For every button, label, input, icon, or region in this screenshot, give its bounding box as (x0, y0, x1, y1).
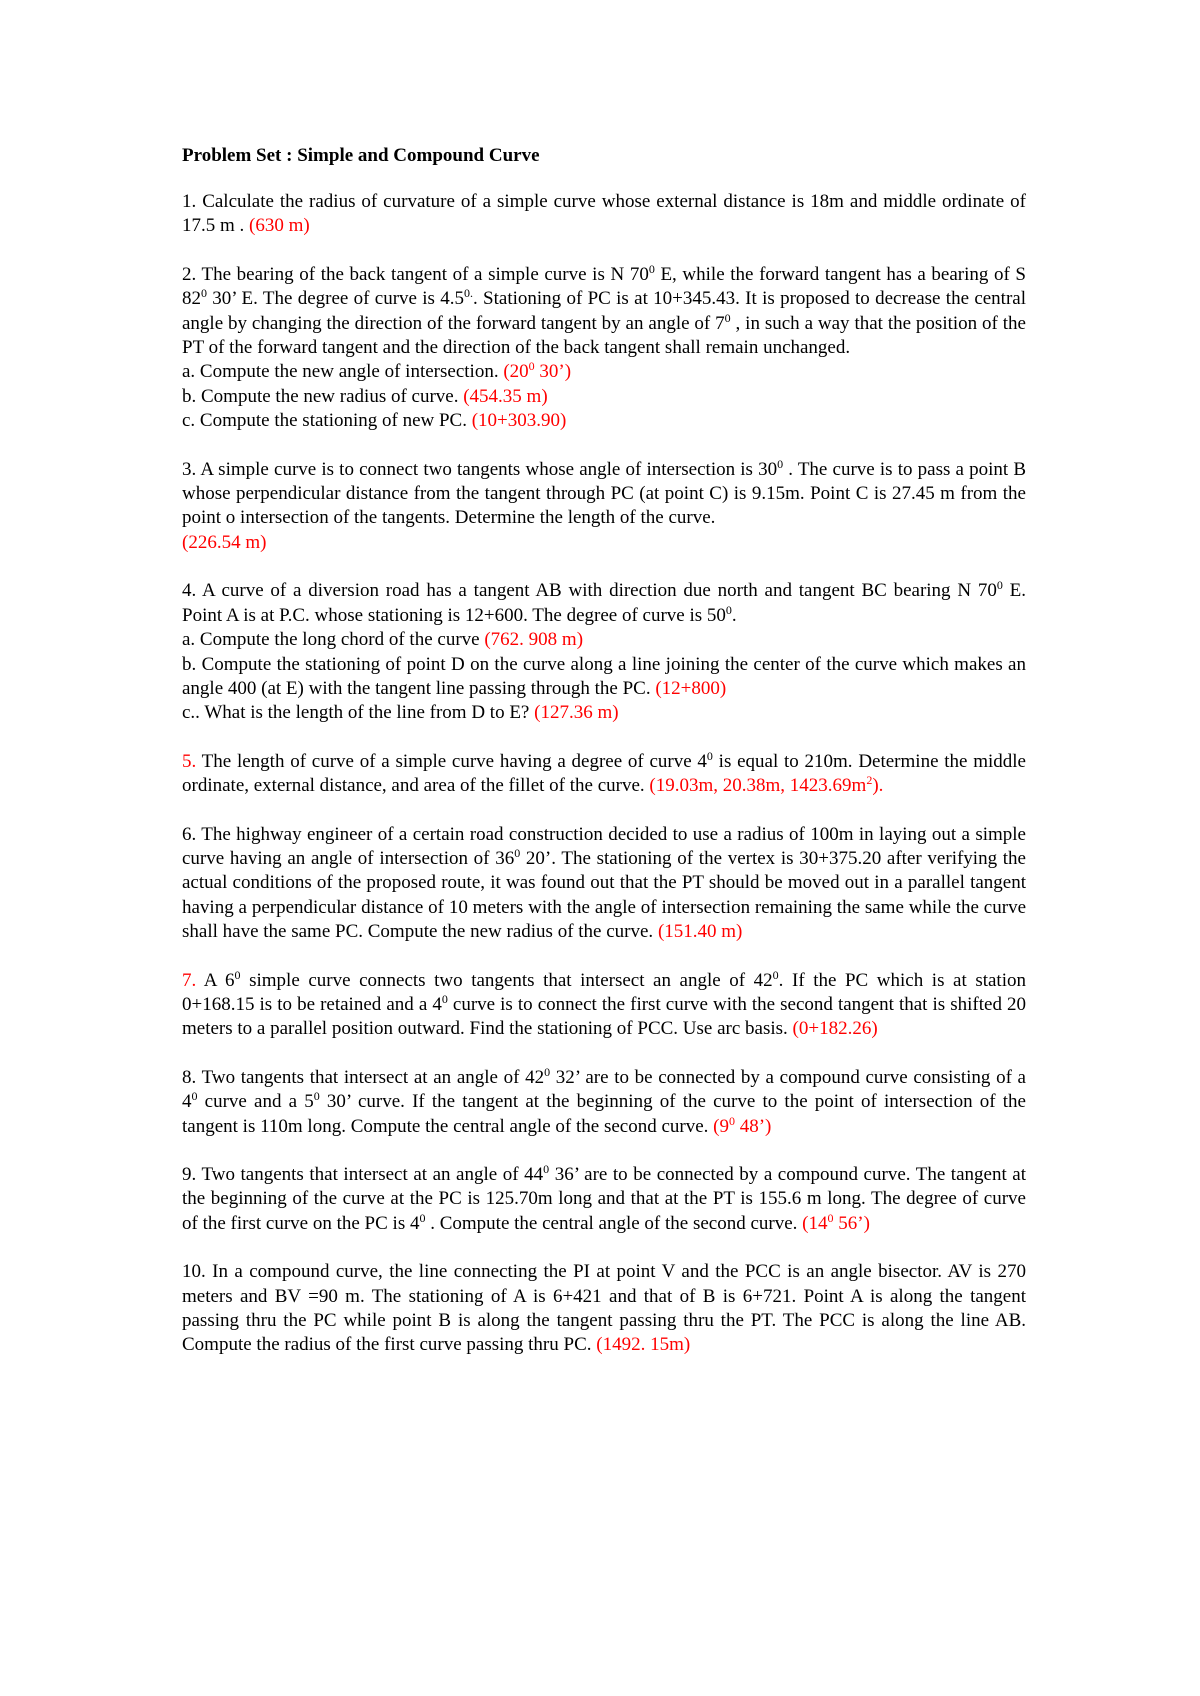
problem-2-answer-b: (454.35 m) (463, 385, 548, 407)
problem-1 (182, 190, 1026, 239)
problem-10 (182, 1260, 1026, 1358)
page-title: Problem Set : Simple and Compound Curve (182, 145, 540, 166)
problem-9 (182, 1163, 1026, 1236)
problem-3-answer: (226.54 m) (182, 531, 267, 553)
problem-1-answer: (630 m) (249, 215, 310, 237)
problem-2-question-b: b. Compute the new radius of curve. (454.35 m) (182, 385, 548, 407)
problem-4-answer-c: (127.36 m) (534, 702, 619, 724)
problem-4-question-a: a. Compute the long chord of the curve (762. 908 m) (182, 629, 584, 651)
problem-9-answer: ($14^0$ 56’) (802, 1210, 870, 1234)
problem-3-text: 3. A simple curve is to connect two tangents whose angle of intersection is $30^0$ . The curve is to pass a point B whose perpendicular distance from the tangent through PC (at point C) is 9.15m. Point C is 27.45 m from the point o intersection of the tangents. Determine the length of the curve. (182, 456, 1026, 529)
problem-6-text: 6. The highway engineer of a certain road construction decided to use a radius of 100m in laying out a simple curve having an angle of intersection of $36^0$ 20’. The stationing of the vertex is 30+375.20 after verifying the actual conditions of the proposed route, it was found out that the PT should be moved out in a parallel tangent having a perpendicular distance of 10 meters with the angle of intersection remaining the same while the curve shall have the same PC. Compute the new radius of the curve. (182, 823, 1026, 943)
problem-2-question-a: a. Compute the new angle of intersection. ($20^0$ 30’) (182, 359, 572, 383)
problem-8-answer: ($9^0$ 48’) (713, 1113, 772, 1137)
problem-4 (182, 579, 1026, 725)
problem-6 (182, 823, 1026, 945)
problem-4-answer-b: (12+800) (655, 677, 727, 699)
problem-7-text: A $6^0$ simple curve connects two tangents that intersect an angle of $42^0$. If the PC which is at station 0+168.15 is to be retained and a $4^0$ curve is to connect the first curve with the second tangent that is shifted 20 meters to a parallel position outward. Find the stationing of PCC. Use arc basis. (182, 967, 1026, 1040)
problem-10-text: 10. In a compound curve, the line connecting the PI at point V and the PCC is an angle bisector. AV is 270 meters and BV =90 m. The stationing of A is 6+421 and that of B is 6+721. Point A is along the tangent passing thru the PC while point B is along the tangent passing thru the PT. The PCC is along the line AB. Compute the radius of the first curve passing thru PC. (182, 1261, 1026, 1356)
problem-5 (182, 750, 1026, 799)
problem-2-text: 2. The bearing of the back tangent of a simple curve is N $70^0$ E, while the forward tangent has a bearing of S $82^0$ 30’ E. The degree of curve is $4.5^{0.}$. Stationing of PC is at 10+345.43. It is proposed to decrease the central angle by changing the direction of the forward tangent by an angle of $7^0$ , in such a way that the position of the PT of the forward tangent and the direction of the back tangent shall remain unchanged. (182, 261, 1027, 359)
problem-2-answer-a: ($20^0$ 30’) (503, 359, 572, 383)
problem-7 (182, 969, 1026, 1042)
problem-4-question-b: b. Compute the stationing of point D on the curve along a line joining the center of the curve which makes an angle 400 (at E) with the tangent line passing through the PC. (12+800) (182, 653, 1026, 699)
problem-3 (182, 458, 1026, 556)
problem-5-text: The length of curve of a simple curve having a degree of curve $4^0$ is equal to 210m. Determine the middle ordinate, external distance, and area of the fillet of the curve. (182, 748, 1026, 797)
problem-2-answer-c: (10+303.90) (471, 410, 567, 432)
problem-7-number: 7. (182, 969, 197, 991)
problem-8-text: 8. Two tangents that intersect at an angle of $42^0$ 32’ are to be connected by a compound curve consisting of a $4^0$ curve and a $5^0$ 30’ curve. If the tangent at the beginning of the curve to the point of intersection of the tangent is 110m long. Compute the central angle of the second curve. (182, 1064, 1026, 1137)
problem-5-number: 5. (182, 750, 197, 772)
problem-5-answer: (19.03m, 20.38m, $1423.69m^2$). (649, 773, 884, 797)
problem-4-question-c: c.. What is the length of the line from D to E? (127.36 m) (182, 702, 619, 724)
problem-1-text: 1. Calculate the radius of curvature of a simple curve whose external distance is 18m and middle ordinate of 17.5 m . (182, 191, 1026, 237)
problem-7-answer: (0+182.26) (792, 1018, 878, 1040)
problem-4-answer-a: (762. 908 m) (484, 629, 584, 651)
problem-4-text: 4. A curve of a diversion road has a tangent AB with direction due north and tangent BC bearing N $70^0$ E. Point A is at P.C. whose stationing is 12+600. The degree of curve is $50^0$. (182, 578, 1027, 626)
problem-2 (182, 263, 1026, 434)
problem-2-question-c: c. Compute the stationing of new PC. (10+303.90) (182, 410, 567, 432)
problem-9-text: 9. Two tangents that intersect at an angle of $44^0$ 36’ are to be connected by a compound curve. The tangent at the beginning of the curve at the PC is 125.70m long and that at the PT is 155.6 m long. The degree of curve of the first curve on the PC is $4^0$ . Compute the central angle of the second curve. (182, 1162, 1026, 1234)
problem-10-answer: (1492. 15m) (596, 1334, 691, 1356)
problem-6-answer: (151.40 m) (657, 921, 743, 943)
problem-8 (182, 1066, 1026, 1139)
